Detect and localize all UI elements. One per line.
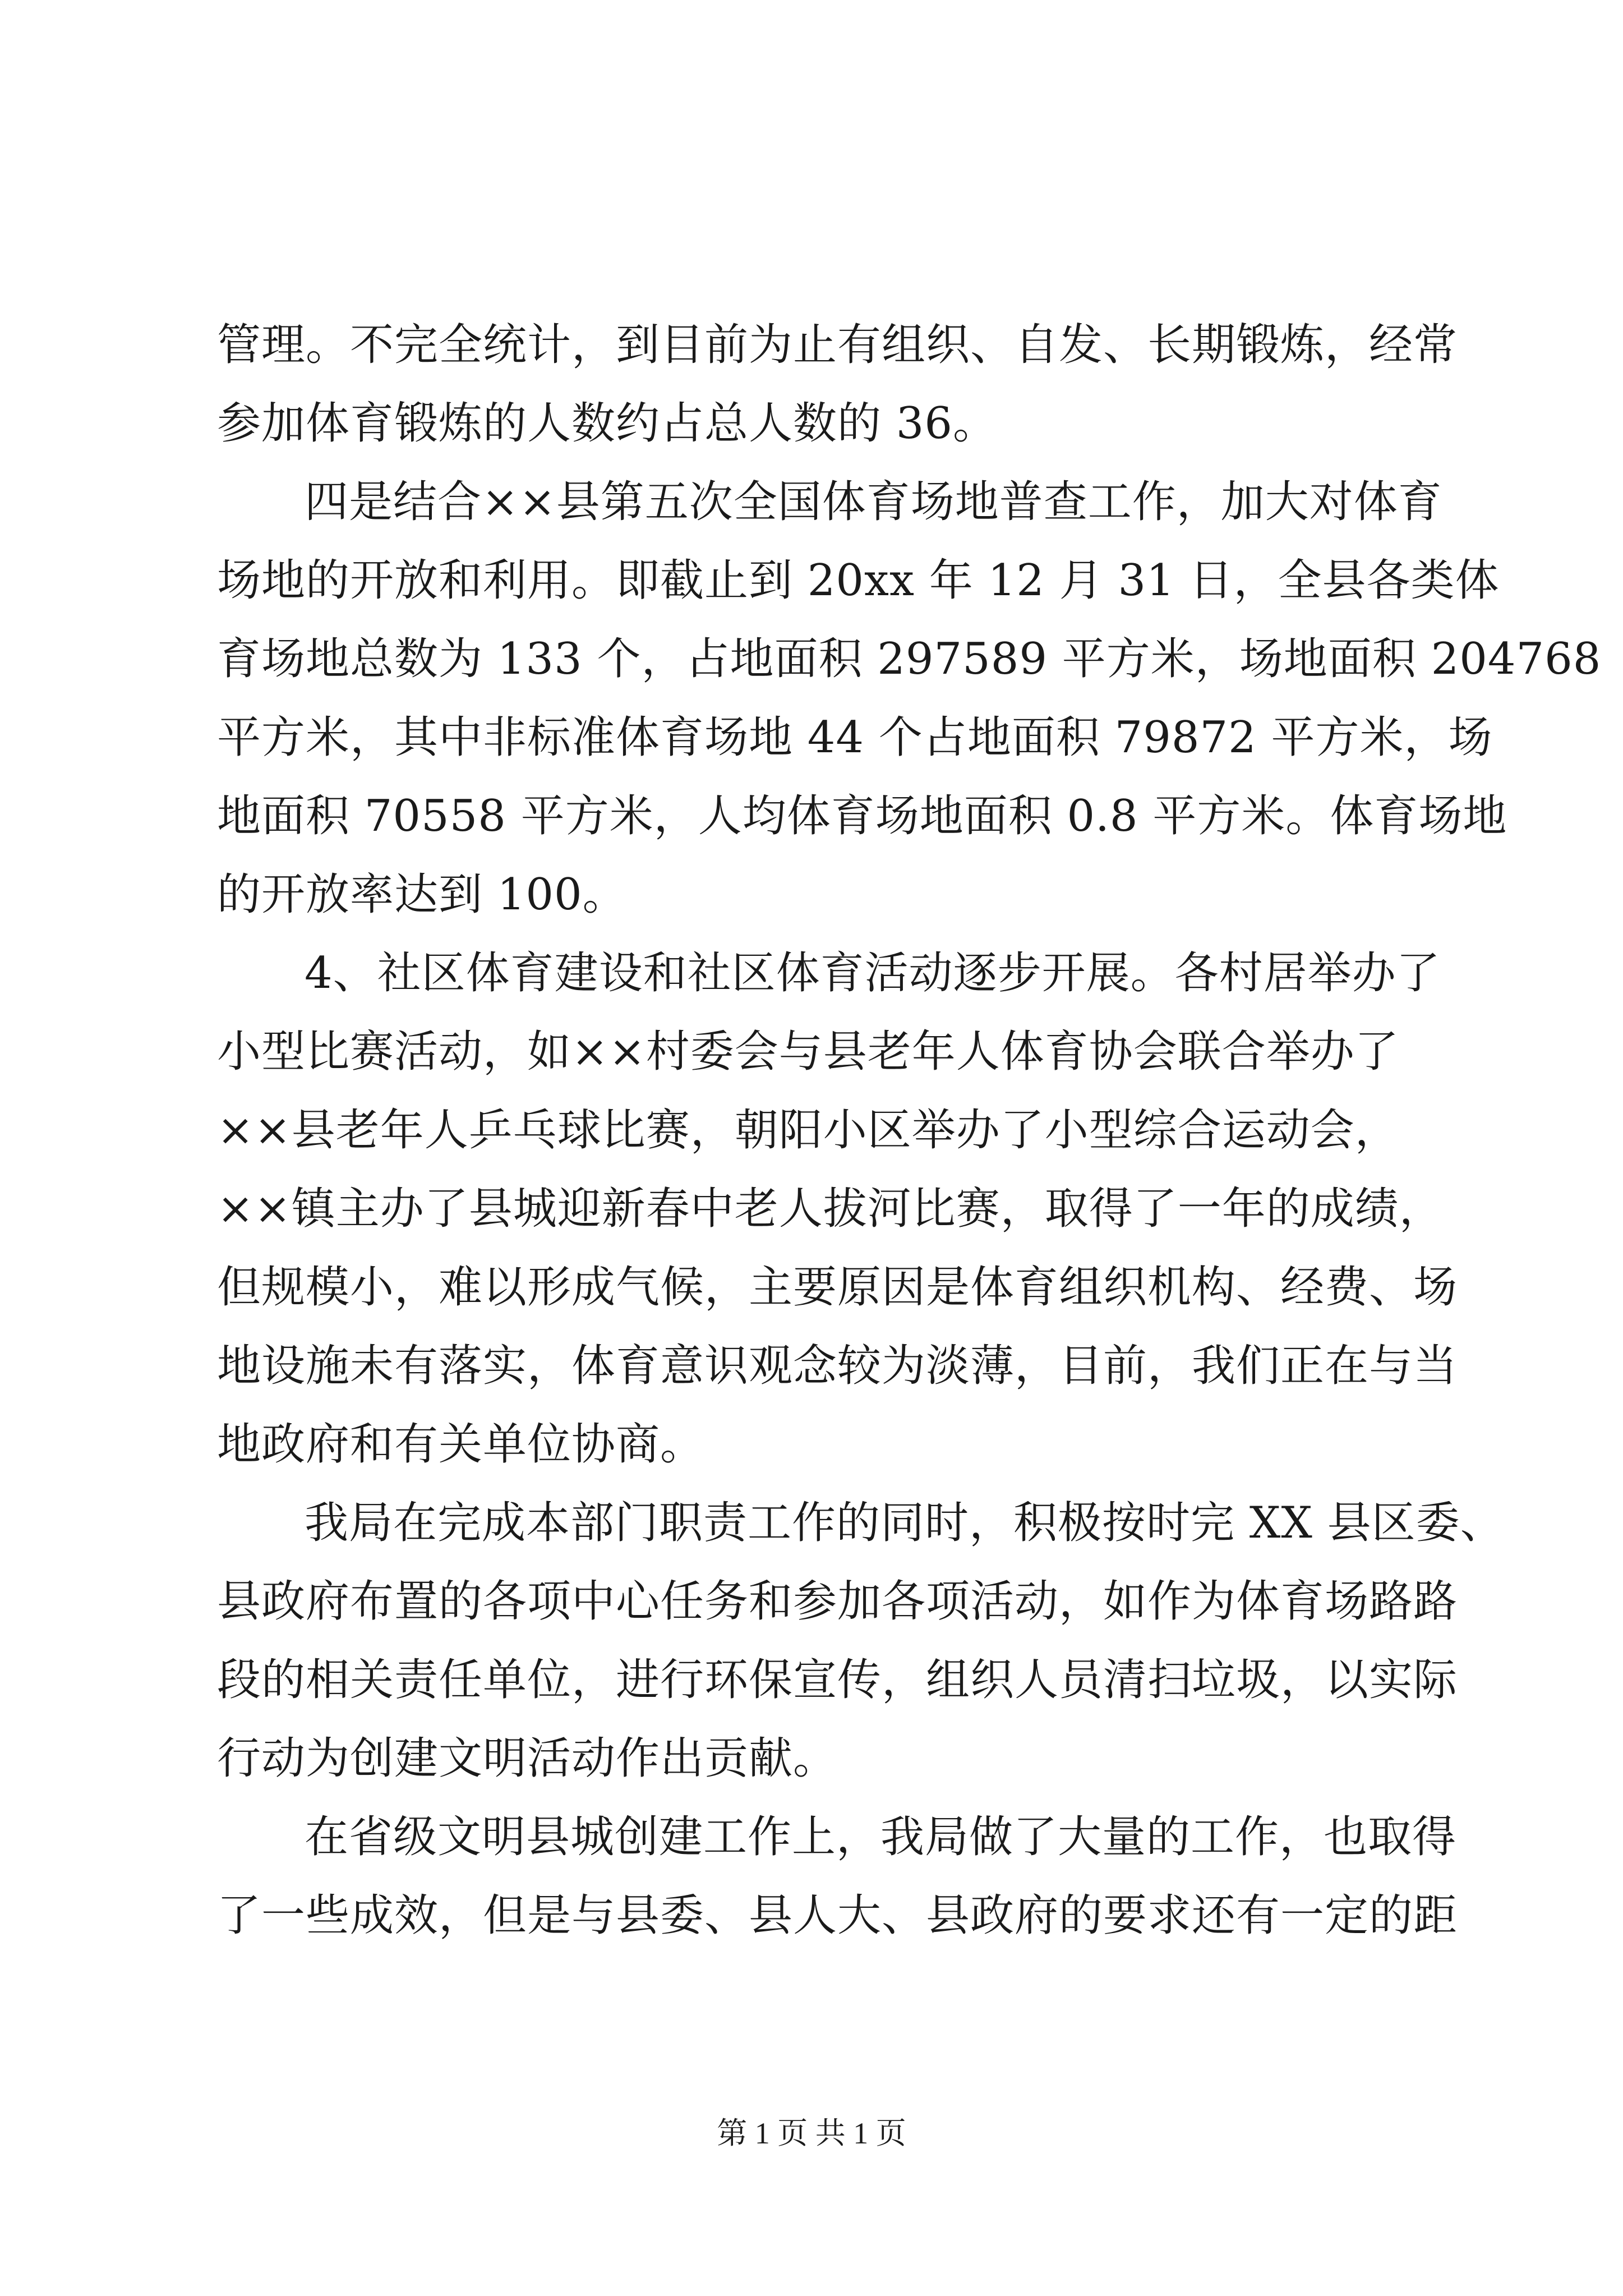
text-line: 育场地总数为 133 个，占地面积 297589 平方米，场地面积 204768 — [217, 634, 1602, 684]
paragraph — [217, 306, 1458, 463]
text-line: 我局在完成本部门职责工作的同时，积极按时完 XX 县区委、 — [305, 1498, 1505, 1548]
document-body — [217, 306, 1602, 1955]
text-line: 地设施未有落实，体育意识观念较为淡薄，目前，我们正在与当 — [217, 1341, 1458, 1391]
text-line: 管理。不完全统计，到目前为止有组织、自发、长期锻炼，经常 — [217, 320, 1458, 370]
text-line: 了一些成效，但是与县委、县人大、县政府的要求还有一定的距 — [217, 1890, 1458, 1941]
text-line: 4、社区体育建设和社区体育活动逐步开展。各村居举办了 — [305, 948, 1441, 999]
text-line: 地政府和有关单位协商。 — [217, 1419, 705, 1470]
text-line: 地面积 70558 平方米，人均体育场地面积 0.8 平方米。体育场地 — [217, 791, 1507, 841]
paragraph — [217, 1798, 1458, 1955]
page-number-label: 第 1 页 共 1 页 — [717, 2116, 906, 2150]
text-line: 参加体育锻炼的人数约占总人数的 36。 — [217, 398, 998, 449]
text-line: 场地的开放和利用。即截止到 20xx 年 12 月 31 日，全县各类体 — [217, 555, 1500, 606]
text-line: 行动为创建文明活动作出贡献。 — [217, 1733, 838, 1784]
text-line: 四是结合××县第五次全国体育场地普查工作，加大对体育 — [305, 477, 1442, 527]
paragraph — [217, 463, 1602, 934]
text-line: 小型比赛活动，如××村委会与县老年人体育协会联合举办了 — [217, 1027, 1399, 1077]
text-line: 平方米，其中非标准体育场地 44 个占地面积 79872 平方米，场 — [217, 712, 1493, 763]
text-line: 在省级文明县城创建工作上，我局做了大量的工作，也取得 — [305, 1812, 1457, 1862]
text-line: 的开放率达到 100。 — [217, 869, 627, 920]
paragraph — [217, 1484, 1505, 1798]
text-line: 县政府布置的各项中心任务和参加各项活动，如作为体育场路路 — [217, 1576, 1458, 1627]
paragraph — [217, 934, 1458, 1484]
text-line: 段的相关责任单位，进行环保宣传，组织人员清扫垃圾，以实际 — [217, 1655, 1458, 1705]
text-line: ××县老年人乒乓球比赛，朝阳小区举办了小型综合运动会， — [217, 1105, 1399, 1156]
text-line: ××镇主办了县城迎新春中老人拔河比赛，取得了一年的成绩， — [217, 1184, 1444, 1234]
text-line: 但规模小，难以形成气候，主要原因是体育组织机构、经费、场 — [217, 1262, 1458, 1313]
page-footer — [0, 2114, 1623, 2153]
